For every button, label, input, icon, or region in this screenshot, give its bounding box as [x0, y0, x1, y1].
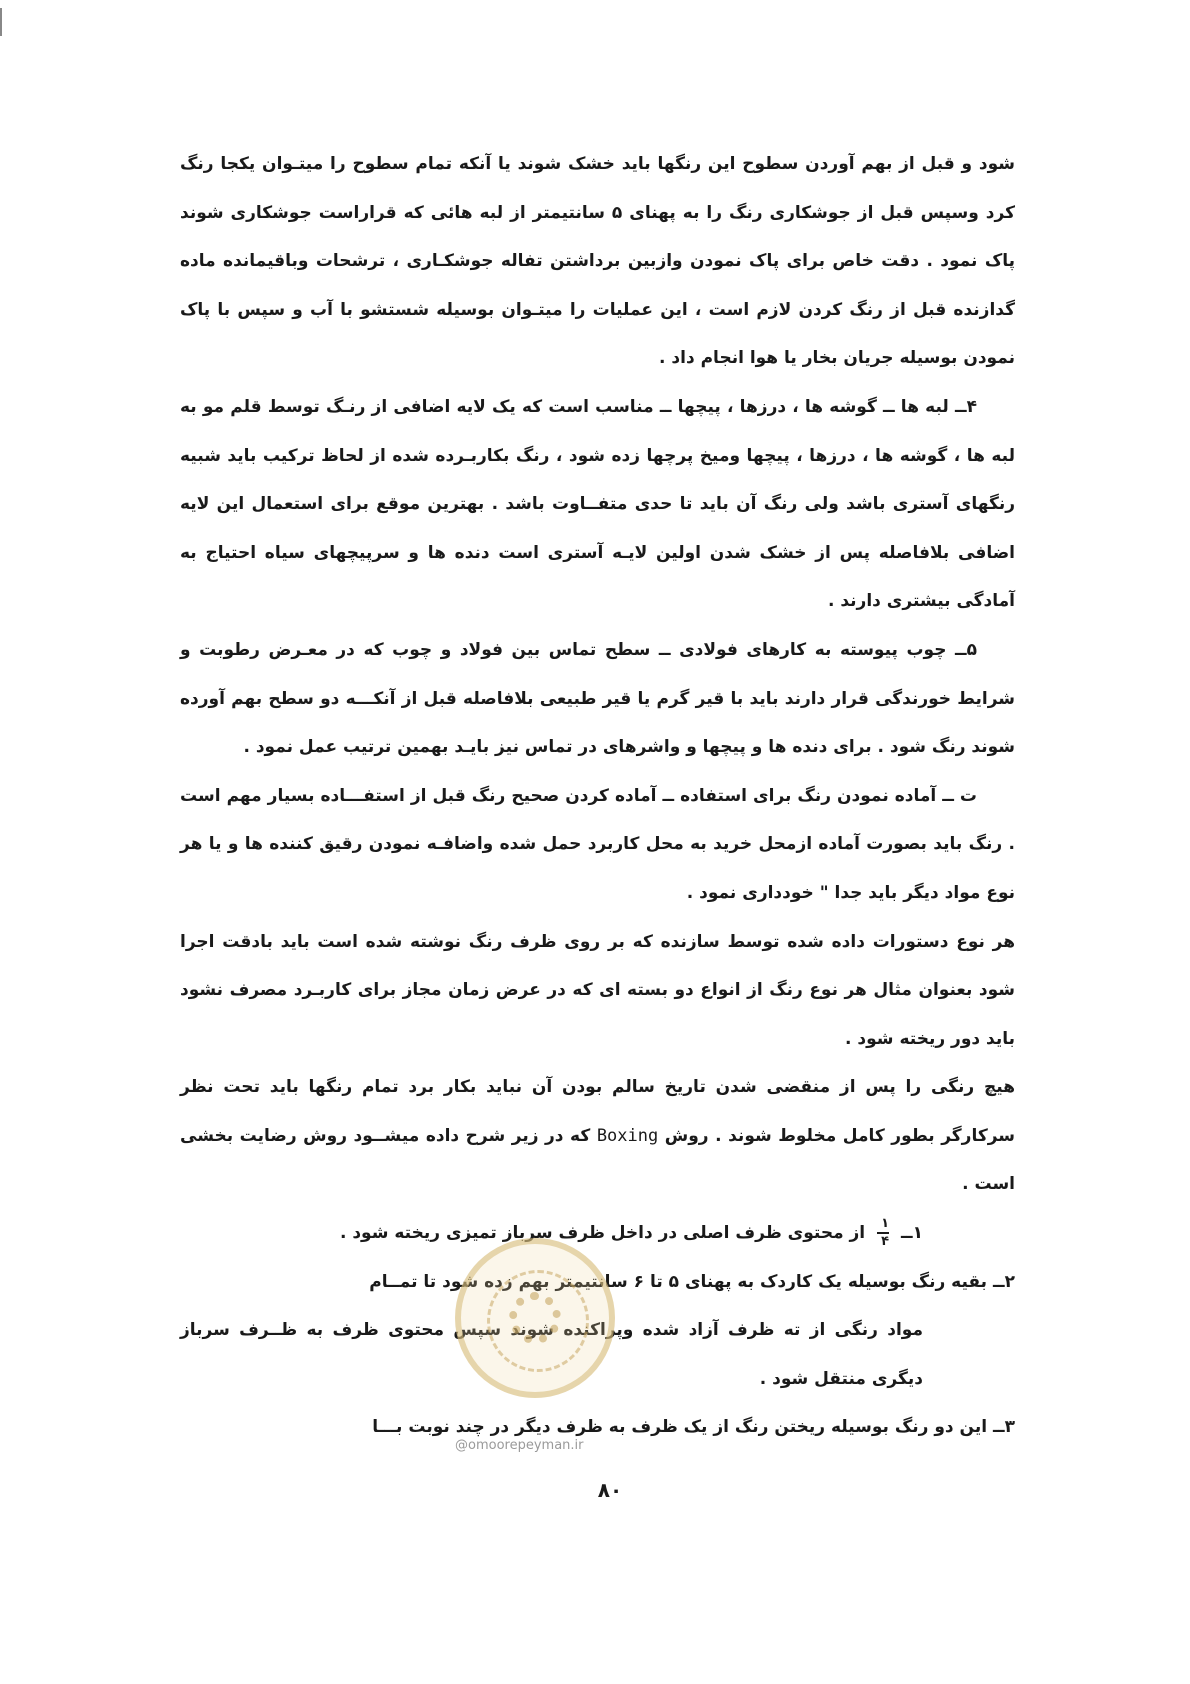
- body-text: [180, 140, 1015, 1452]
- fraction-denominator: ۴: [881, 1234, 890, 1250]
- boxing-text-after: که در زیر شرح داده میشــود روش رضایت بخشی است .: [180, 1125, 1015, 1195]
- paragraph-wood-steel: ۵ــ چوب پیوسته به کارهای فولادی ــ سطح تماس بین فولاد و چوب که در معـرض رطوبت و شرایط خورندگی قرار دارند باید با قیر گرم یا قیر طبیعی بلافاصله قبل از آنکـــه دو سطح بهم آورده شوند رنگ شود . برای دنده ها و پیچها و واشرهای در تماس نیز بایـد بهمین ترتیب عمل نمود .: [180, 639, 1015, 758]
- paragraph-manufacturer-instructions: هر نوع دستورات داده شده توسط سازنده که بر روی ظرف رنگ نوشته شده است باید بادقت اجرا شود بعنوان مثال هر نوع رنگ از انواع دو بسته ای که در عرض زمان مجاز برای کاربـرد مصرف نشود باید دور ریخته شود .: [180, 931, 1015, 1049]
- list-item-text: این دو رنگ بوسیله ریختن رنگ از یک ظرف به ظرف دیگر در چند نوبت بـــا: [372, 1417, 988, 1438]
- paragraph-edges-corners: ۴ــ لبه ها ــ گوشه ها ، درزها ، پیچها ــ مناسب است که یک لایه اضافی از رنـگ توسط قلم مو به لبه ها ، گوشه ها ، درزها ، پیچها ومیخ پرچها زده شود ، رنگ بکاربـرده شده از لحاظ ترکیب باید شبیه رنگهای آستری باشد ولی رنگ آن باید تا حدی متفــاوت باشد . بهترین موقع برای استعمال این لایه اضافی بلافاصله پس از خشک شدن اولین لایـه آستری است دنده ها و سرپیچهای سیاه احتیاج به آمادگی بیشتری دارند .: [180, 396, 1015, 612]
- list-number: ۲ــ: [992, 1271, 1015, 1292]
- boxing-term: Boxing: [596, 1125, 659, 1146]
- website-watermark: @omoorepeyman.ir: [455, 1438, 584, 1453]
- paragraph-boxing-method: [180, 1063, 1015, 1209]
- gear-icon: [509, 1292, 561, 1344]
- scan-edge-mark: [0, 8, 2, 36]
- boxing-text-before: هیچ رنگی را پس از منقضی شدن تاریخ سالم بودن آن نباید بکار برد تمام رنگها باید تحت نظر سرکارگر بطور کامل مخلوط شوند . روش: [180, 1077, 1016, 1146]
- publisher-seal-watermark: [455, 1238, 615, 1398]
- paragraph-paint-preparation: ت ــ آماده نمودن رنگ برای استفاده ــ آماده کردن صحیح رنگ قبل از استفـــاده بسیار مهم است . رنگ باید بصورت آماده ازمحل خرید به محل کاربرد حمل شده واضافـه نمودن رقیق کننده ها و یا هر نوع مواد دیگر باید جدا " خودداری نمود .: [180, 785, 1015, 903]
- paragraph-paint-drying: شود و قبل از بهم آوردن سطوح این رنگها باید خشک شوند یا آنکه تمام سطوح را میتـوان یکجا رنگ کرد وسپس قبل از جوشکاری رنگ را به پهنای ۵ سانتیمتر از لبه هائی که قراراست جوشکاری شوند پاک نمود . دقت خاص برای پاک نمودن وازبین برداشتن تفاله جوشکـاری ، ترشحات وباقیمانده ماده گدازنده قبل از رنگ کردن لازم است ، این عملیات را میتـوان بوسیله شستشو با آب و سپس با پاک نمودن بوسیله جریان بخار یا هوا انجام داد .: [180, 154, 1015, 369]
- list-item-1: [180, 1209, 1015, 1258]
- list-item-text: بقیه رنگ بوسیله یک کاردک به پهنای ۵ تا ۶ سانتیمتر بهم زده شود تا تمــام: [369, 1271, 988, 1292]
- list-item-2-continuation: مواد رنگی از ته ظرف آزاد شده وپراکنده شوند سپس محتوی ظرف به ظــرف سرباز دیگری منتقل شود .: [180, 1320, 923, 1389]
- list-item-text: از محتوی ظرف اصلی در داخل ظرف سرباز تمیزی ریخته شود .: [339, 1223, 866, 1244]
- fraction-one-quarter: [877, 1217, 889, 1249]
- page-number: ۸۰: [597, 1478, 623, 1502]
- list-number: ۱ــ: [900, 1223, 923, 1244]
- list-number: ۳ــ: [992, 1417, 1015, 1438]
- fraction-numerator: ۱: [881, 1216, 890, 1232]
